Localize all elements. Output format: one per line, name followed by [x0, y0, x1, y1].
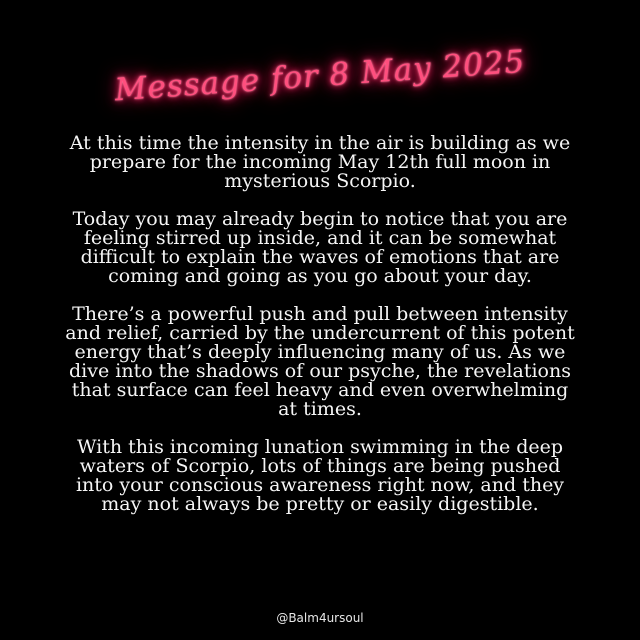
- paragraph-3: There’s a powerful push and pull between intensity and relief, carried by the undercurrent of this potent energy that’s deeply influencing many of us. As we dive into the shadows of our psyche, the revelations that surface can feel heavy and even overwhelming at times.: [65, 303, 575, 420]
- author-handle: @Balm4ursoul: [276, 611, 364, 625]
- paragraph-2: Today you may already begin to notice that you are feeling stirred up inside, and it can be somewhat difficult to explain the waves of emotions that are coming and going as you go about your day.: [72, 208, 568, 287]
- message-body: [60, 134, 580, 514]
- message-title: Message for 8 May 2025: [113, 43, 527, 109]
- paragraph-4: With this incoming lunation swimming in the deep waters of Scorpio, lots of things are being pushed into your conscious awareness right now, and they may not always be pretty or easily digestible.: [75, 436, 565, 515]
- paragraph-1: At this time the intensity in the air is building as we prepare for the incoming May 12th full moon in mysterious Scorpio.: [69, 132, 571, 192]
